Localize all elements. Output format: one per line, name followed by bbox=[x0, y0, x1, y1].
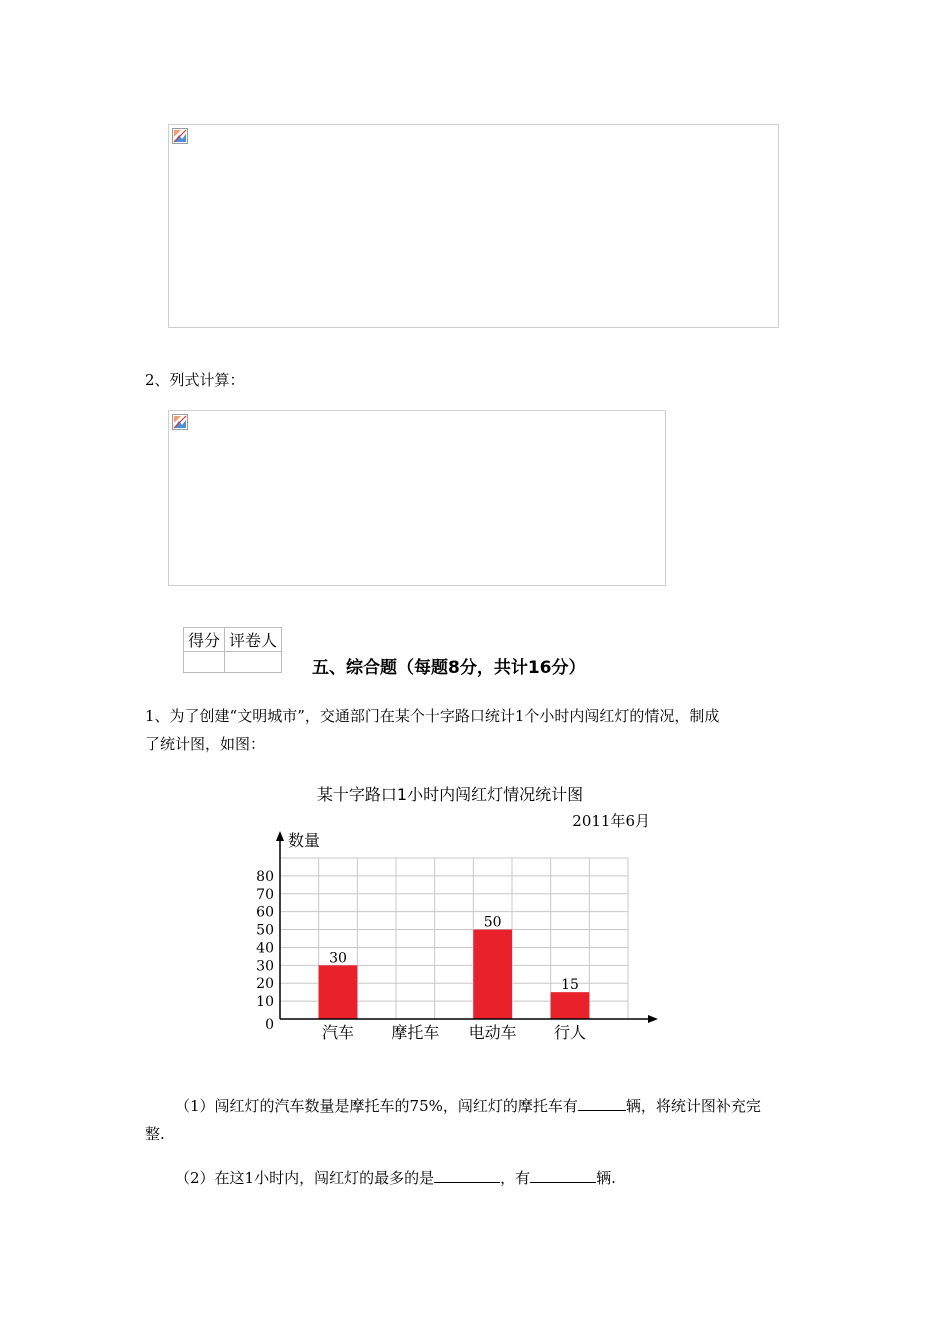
chart-svg bbox=[250, 775, 670, 1055]
sub-question-2-text-b: ，有 bbox=[500, 1169, 531, 1187]
y-tick-label: 0 bbox=[265, 1017, 274, 1033]
data-label: 30 bbox=[329, 950, 347, 967]
sub-question-2 bbox=[145, 1164, 813, 1192]
y-tick-label: 70 bbox=[256, 886, 274, 903]
answer-blank-most[interactable] bbox=[434, 1166, 500, 1183]
answer-blank-count[interactable] bbox=[530, 1166, 596, 1183]
y-tick-label: 20 bbox=[256, 976, 274, 993]
chart-title: 某十字路口1小时内闯红灯情况统计图 bbox=[316, 785, 584, 804]
image-placeholder-1 bbox=[168, 124, 779, 328]
sub-question-1-text-a: （1）闯红灯的汽车数量是摩托车的75%，闯红灯的摩托车有 bbox=[175, 1097, 578, 1115]
question-1-text bbox=[145, 702, 813, 758]
score-table bbox=[183, 627, 282, 673]
broken-image-icon bbox=[172, 128, 188, 144]
bar bbox=[551, 992, 590, 1019]
x-tick-label: 汽车 bbox=[321, 1023, 355, 1042]
grader-cell bbox=[225, 652, 282, 673]
y-tick-label: 10 bbox=[256, 994, 274, 1011]
x-tick-label: 行人 bbox=[553, 1023, 587, 1042]
score-cell bbox=[184, 652, 225, 673]
question-1-line-2: 了统计图，如图： bbox=[145, 735, 266, 753]
sub-question-1-line-2: 整. bbox=[145, 1125, 165, 1143]
x-tick-label: 摩托车 bbox=[391, 1023, 440, 1042]
question-1-line-1: 1、为了创建“文明城市”，交通部门在某个十字路口统计1个小时内闯红灯的情况，制成 bbox=[145, 707, 720, 725]
sub-question-2-text-a: （2）在这1小时内，闯红灯的最多的是 bbox=[175, 1169, 435, 1187]
sub-question-1-text-b: 辆，将统计图补充完 bbox=[625, 1097, 761, 1115]
y-tick-label: 60 bbox=[256, 904, 274, 921]
bar bbox=[473, 930, 512, 1019]
sub-question-2-text-c: 辆. bbox=[596, 1169, 616, 1187]
data-label: 15 bbox=[561, 977, 579, 994]
y-tick-label: 80 bbox=[256, 868, 274, 885]
x-axis-arrow bbox=[648, 1015, 658, 1023]
image-placeholder-2 bbox=[168, 410, 666, 586]
question-2-label: 2、列式计算： bbox=[145, 371, 245, 389]
bar bbox=[319, 965, 358, 1019]
section-title: 五、综合题（每题8分，共计16分） bbox=[312, 658, 586, 678]
y-tick-label: 50 bbox=[256, 922, 274, 939]
chart-labels bbox=[256, 869, 586, 1042]
chart-subtitle: 2011年6月 bbox=[572, 812, 650, 830]
data-label: 50 bbox=[483, 914, 502, 931]
y-tick-label: 30 bbox=[256, 958, 274, 975]
sub-question-1 bbox=[145, 1092, 813, 1148]
x-tick-label: 电动车 bbox=[468, 1023, 517, 1042]
y-axis-label: 数量 bbox=[288, 831, 321, 850]
y-tick-label: 40 bbox=[256, 940, 274, 957]
broken-image-icon bbox=[172, 414, 188, 430]
y-axis-arrow bbox=[276, 831, 284, 841]
bar-chart bbox=[250, 775, 670, 1055]
grader-header: 评卷人 bbox=[225, 628, 282, 652]
score-header: 得分 bbox=[184, 628, 225, 652]
answer-blank-motorcycle[interactable] bbox=[578, 1094, 626, 1111]
chart-bars bbox=[319, 930, 590, 1019]
